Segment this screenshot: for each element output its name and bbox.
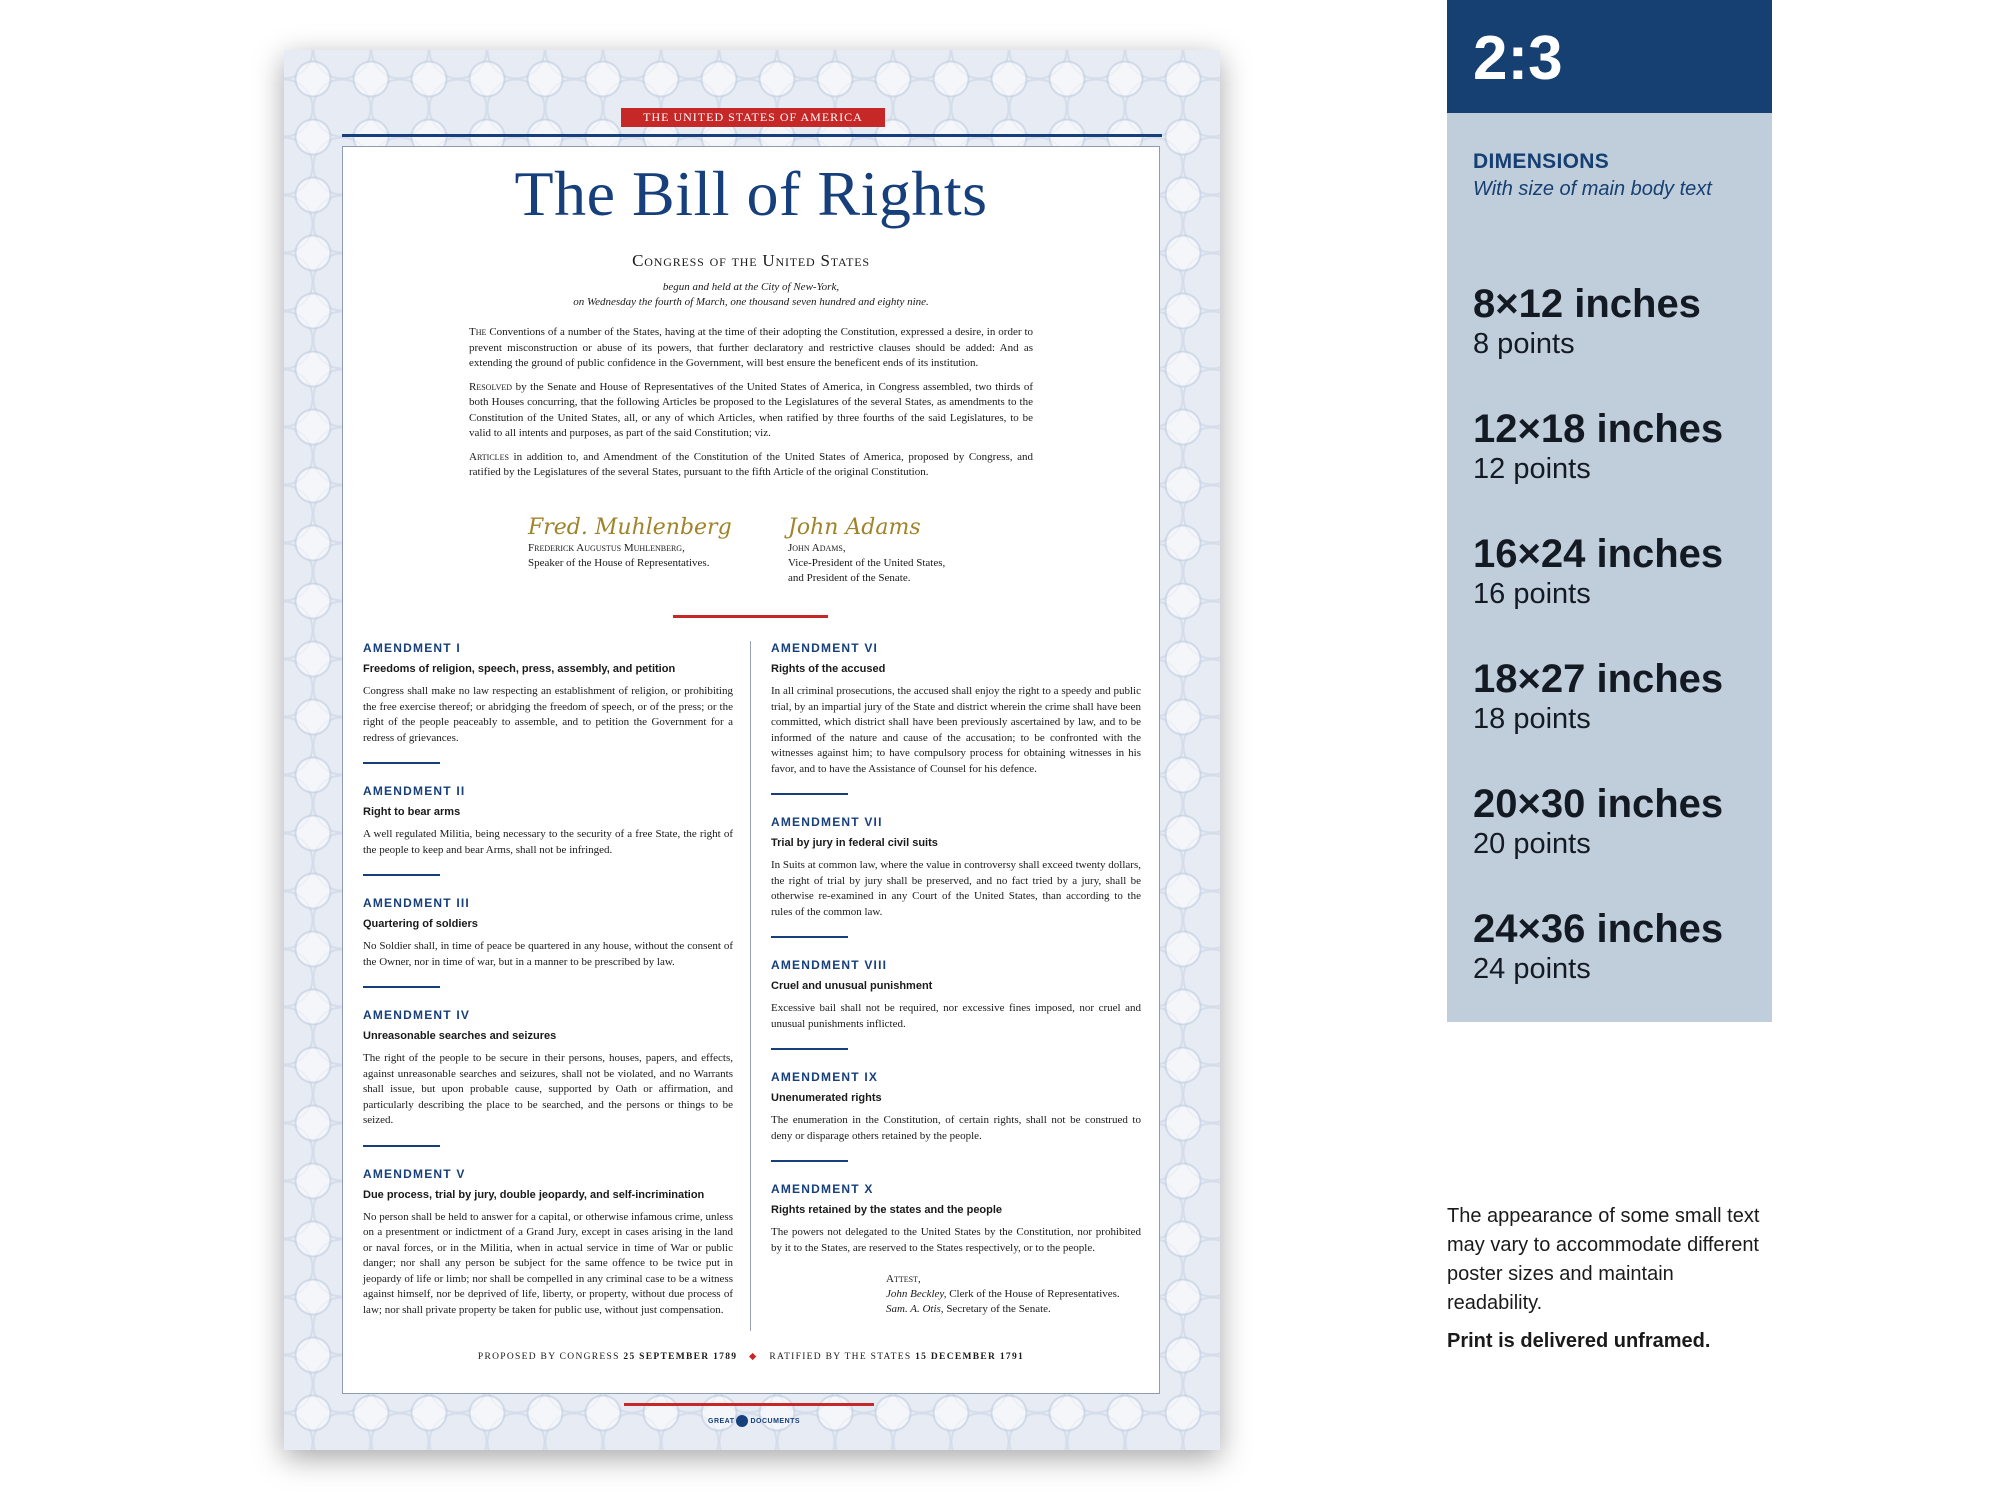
begun-text bbox=[343, 280, 1159, 310]
amendment-number: AMENDMENT II bbox=[363, 784, 466, 798]
amendment-9 bbox=[771, 1070, 1141, 1144]
size-option bbox=[1473, 782, 1723, 907]
amendment-text: No person shall be held to answer for a capital, or otherwise infamous crime, unless on a presentment or indictment of a Grand Jury, except in cases arising in the land or naval forces, or in the Militia, when in actual service in time of War or public danger; nor shall any person be subject for the same offence to be twice put in jeopardy of life or limb; nor shall be compelled in any criminal case to be a witness against himself, nor be deprived of life, liberty, or property, without due process of law; nor shall private property be taken for public use, without just compensation. bbox=[363, 1210, 733, 1316]
aspect-ratio: 2:3 bbox=[1473, 24, 1563, 93]
amendment-title: Freedoms of religion, speech, press, assembly, and petition bbox=[363, 663, 676, 675]
dimensions-subtitle: With size of main body text bbox=[1473, 178, 1712, 200]
size-inches: 18×27 inches bbox=[1473, 657, 1724, 701]
preamble-text: by the Senate and House of Representatives of the United States of America, in Congress assembled, two thirds of both Houses concurring, that the following Articles be proposed to the Legislatures of the several States, as amendments to the Constitution of the United States, all, or any of which Articles, when ratified by three fourths of the said Legislatures, to be valid to all intents and purposes, as part of the said Constitution; viz. bbox=[469, 380, 1033, 439]
attest-name: Sam. A. Otis, bbox=[886, 1303, 944, 1315]
signature-adams bbox=[788, 517, 945, 586]
amendment-text: No Soldier shall, in time of peace be quartered in any house, without the consent of the Owner, nor in time of war, but in a manner to be prescribed by law. bbox=[363, 940, 733, 968]
amendment-4 bbox=[363, 1008, 733, 1129]
size-points: 20 points bbox=[1473, 828, 1591, 860]
amendment-6 bbox=[771, 641, 1141, 777]
signature-script: John Adams bbox=[788, 515, 921, 540]
great-documents-logo bbox=[708, 1415, 800, 1427]
amendment-3 bbox=[363, 896, 733, 970]
signer-name: Frederick Augustus Muhlenberg, bbox=[528, 542, 685, 554]
size-inches: 12×18 inches bbox=[1473, 407, 1724, 451]
amendment-divider bbox=[363, 986, 440, 988]
amendment-title: Right to bear arms bbox=[363, 806, 461, 818]
amendment-title: Due process, trial by jury, double jeopardy, and self-incrimination bbox=[363, 1188, 705, 1201]
amendment-text: In all criminal prosecutions, the accused shall enjoy the right to a speedy and public trial, by an impartial jury of the State and district wherein the crime shall have been committed, which district shall have been previously ascertained by law, and to be informed of the nature and cause of the accusation; to be confronted with the witnesses against him; to have compulsory process for obtaining witnesses in his favor, and to have the Assistance of Counsel for his defence. bbox=[771, 685, 1141, 775]
amendment-text: Congress shall make no law respecting an establishment of religion, or prohibiting the free exercise thereof; or abridging the freedom of speech, or of the press; or the right of the people peaceably to assemble, and to petition the Government for a redress of grievances. bbox=[363, 685, 733, 744]
attest-line-2 bbox=[886, 1302, 1141, 1317]
signer-title: Speaker of the House of Representatives. bbox=[528, 557, 710, 569]
dimensions-title: DIMENSIONS bbox=[1473, 150, 1610, 173]
amendments-left-column bbox=[363, 641, 733, 1318]
poster-title: The Bill of Rights bbox=[514, 158, 988, 229]
size-points: 18 points bbox=[1473, 703, 1591, 735]
amendment-divider bbox=[771, 793, 848, 795]
proposed-label: PROPOSED BY CONGRESS bbox=[477, 1352, 620, 1362]
preamble-text: in addition to, and Amendment of the Constitution of the United States of America, proposed by Congress, and ratified by the Legislatures of the several States, pursuant to the fifth Article of the original Constitution. bbox=[469, 450, 1033, 478]
amendment-title: Unreasonable searches and seizures bbox=[363, 1030, 557, 1042]
top-rule bbox=[342, 134, 1162, 137]
size-points: 24 points bbox=[1473, 953, 1591, 985]
amendment-number: AMENDMENT VII bbox=[771, 815, 883, 829]
amendment-text: Excessive bail shall not be required, nor excessive fines imposed, nor cruel and unusual punishments inflicted. bbox=[771, 1002, 1141, 1030]
amendments-right-column bbox=[771, 641, 1141, 1317]
size-option bbox=[1473, 532, 1723, 657]
size-inches: 16×24 inches bbox=[1473, 532, 1724, 576]
document-panel bbox=[342, 146, 1160, 1394]
attest-role: Secretary of the Senate. bbox=[943, 1303, 1051, 1315]
country-ribbon: THE UNITED STATES OF AMERICA bbox=[621, 108, 885, 127]
logo-mark-icon bbox=[736, 1415, 748, 1427]
dates-footer bbox=[343, 1351, 1159, 1362]
amendment-divider bbox=[363, 1145, 440, 1147]
amendment-text: In Suits at common law, where the value in controversy shall exceed twenty dollars, the right of trial by jury shall be preserved, and no fact tried by a jury, shall be otherwise re-examined in any Court of the United States, than according to the rules of the common law. bbox=[771, 859, 1141, 918]
begun-line-1: begun and held at the City of New-York, bbox=[662, 281, 840, 293]
amendment-text: The right of the people to be secure in their persons, houses, papers, and effects, against unreasonable searches and seizures, shall not be violated, and no Warrants shall issue, but upon probable cause, supported by Oath or affirmation, and particularly describing the place to be searched, and the persons or things to be seized. bbox=[363, 1052, 733, 1126]
amendment-title: Quartering of soldiers bbox=[363, 918, 478, 930]
size-list bbox=[1473, 282, 1723, 1032]
size-points: 12 points bbox=[1473, 453, 1591, 485]
amendment-7 bbox=[771, 815, 1141, 920]
size-option bbox=[1473, 407, 1723, 532]
amendment-number: AMENDMENT X bbox=[771, 1182, 874, 1196]
size-option bbox=[1473, 657, 1723, 782]
size-inches: 24×36 inches bbox=[1473, 907, 1724, 951]
signer-name: John Adams, bbox=[788, 542, 846, 554]
size-option bbox=[1473, 907, 1723, 1032]
amendment-divider bbox=[771, 1048, 848, 1050]
amendment-5 bbox=[363, 1167, 733, 1319]
amendment-number: AMENDMENT VIII bbox=[771, 958, 888, 972]
logo-left-text: GREAT bbox=[708, 1417, 735, 1425]
amendment-divider bbox=[771, 1160, 848, 1162]
size-inches: 20×30 inches bbox=[1473, 782, 1724, 826]
unframed-note: Print is delivered unframed. bbox=[1447, 1330, 1711, 1352]
preamble-text: Conventions of a number of the States, having at the time of their adopting the Constitution, expressed a desire, in order to prevent misconstruction or abuse of its powers, that further declaratory and restrictive clauses should be added: And as extending the ground of public confidence in the Government, will best ensure the beneficent ends of its institution. bbox=[469, 326, 1033, 369]
amendment-title: Unenumerated rights bbox=[771, 1092, 882, 1104]
size-points: 16 points bbox=[1473, 578, 1591, 610]
amendment-number: AMENDMENT I bbox=[363, 641, 461, 655]
attest-label: Attest, bbox=[886, 1273, 921, 1285]
preamble-paragraph bbox=[469, 450, 1033, 481]
amendment-number: AMENDMENT IV bbox=[363, 1008, 471, 1022]
amendment-title: Trial by jury in federal civil suits bbox=[771, 837, 938, 849]
amendment-divider bbox=[363, 762, 440, 764]
amendment-text: A well regulated Militia, being necessary to the security of a free State, the right of the people to keep and bear Arms, shall not be infringed. bbox=[363, 828, 733, 856]
signer-title: Vice-President of the United States, bbox=[788, 557, 946, 569]
preamble-lead: Articles bbox=[469, 450, 509, 463]
preamble-paragraph bbox=[469, 380, 1033, 442]
amendment-title: Rights of the accused bbox=[771, 663, 886, 675]
diamond-icon: ◆ bbox=[749, 1352, 758, 1362]
attest-block bbox=[886, 1272, 1141, 1317]
dimensions-panel bbox=[1447, 0, 1772, 1022]
size-option bbox=[1473, 282, 1723, 407]
attest-name: John Beckley, bbox=[886, 1288, 947, 1300]
amendment-10 bbox=[771, 1182, 1141, 1256]
preamble-paragraph bbox=[469, 325, 1033, 372]
amendment-number: AMENDMENT IX bbox=[771, 1070, 879, 1084]
amendment-8 bbox=[771, 958, 1141, 1032]
amendment-divider bbox=[771, 936, 848, 938]
congress-heading: Congress of the United States bbox=[632, 251, 870, 270]
attest-line-1 bbox=[886, 1287, 1141, 1302]
begun-line-2: on Wednesday the fourth of March, one thousand seven hundred and eighty nine. bbox=[573, 296, 929, 308]
amendment-text: The enumeration in the Constitution, of certain rights, shall not be construed to deny or disparage others retained by the people. bbox=[771, 1114, 1141, 1142]
signature-script: Fred. Muhlenberg bbox=[528, 515, 732, 540]
amendment-title: Cruel and unusual punishment bbox=[771, 980, 933, 992]
size-points: 8 points bbox=[1473, 328, 1575, 360]
amendment-2 bbox=[363, 784, 733, 858]
signer-title-2: and President of the Senate. bbox=[788, 572, 911, 584]
ratio-header bbox=[1447, 0, 1772, 113]
ratified-date: 15 DECEMBER 1791 bbox=[915, 1352, 1025, 1362]
red-divider bbox=[673, 615, 828, 618]
amendment-title: Rights retained by the states and the people bbox=[771, 1204, 1003, 1216]
amendment-number: AMENDMENT V bbox=[363, 1166, 466, 1181]
preamble-lead: The bbox=[469, 326, 487, 338]
logo-right-text: DOCUMENTS bbox=[750, 1417, 801, 1425]
preamble-lead: Resolved bbox=[469, 380, 513, 393]
proposed-date: 25 SEPTEMBER 1789 bbox=[623, 1352, 738, 1362]
amendment-number: AMENDMENT VI bbox=[771, 641, 879, 655]
attest-role: Clerk of the House of Representatives. bbox=[946, 1288, 1120, 1300]
amendment-1 bbox=[363, 641, 733, 746]
column-divider bbox=[750, 641, 751, 1331]
appearance-note: The appearance of some small text may vary to accommodate different poster sizes and maintain readability. bbox=[1447, 1205, 1760, 1314]
bill-of-rights-poster bbox=[284, 50, 1220, 1450]
amendment-number: AMENDMENT III bbox=[363, 896, 470, 910]
preamble bbox=[469, 325, 1033, 489]
bottom-red-rule bbox=[624, 1403, 874, 1406]
amendment-text: The powers not delegated to the United States by the Constitution, nor prohibited by it to the States, are reserved to the States respectively, or to the people. bbox=[771, 1226, 1141, 1254]
amendment-divider bbox=[363, 874, 440, 876]
ratified-label: RATIFIED BY THE STATES bbox=[769, 1352, 912, 1362]
size-inches: 8×12 inches bbox=[1473, 282, 1701, 326]
signature-muhlenberg bbox=[528, 517, 732, 571]
